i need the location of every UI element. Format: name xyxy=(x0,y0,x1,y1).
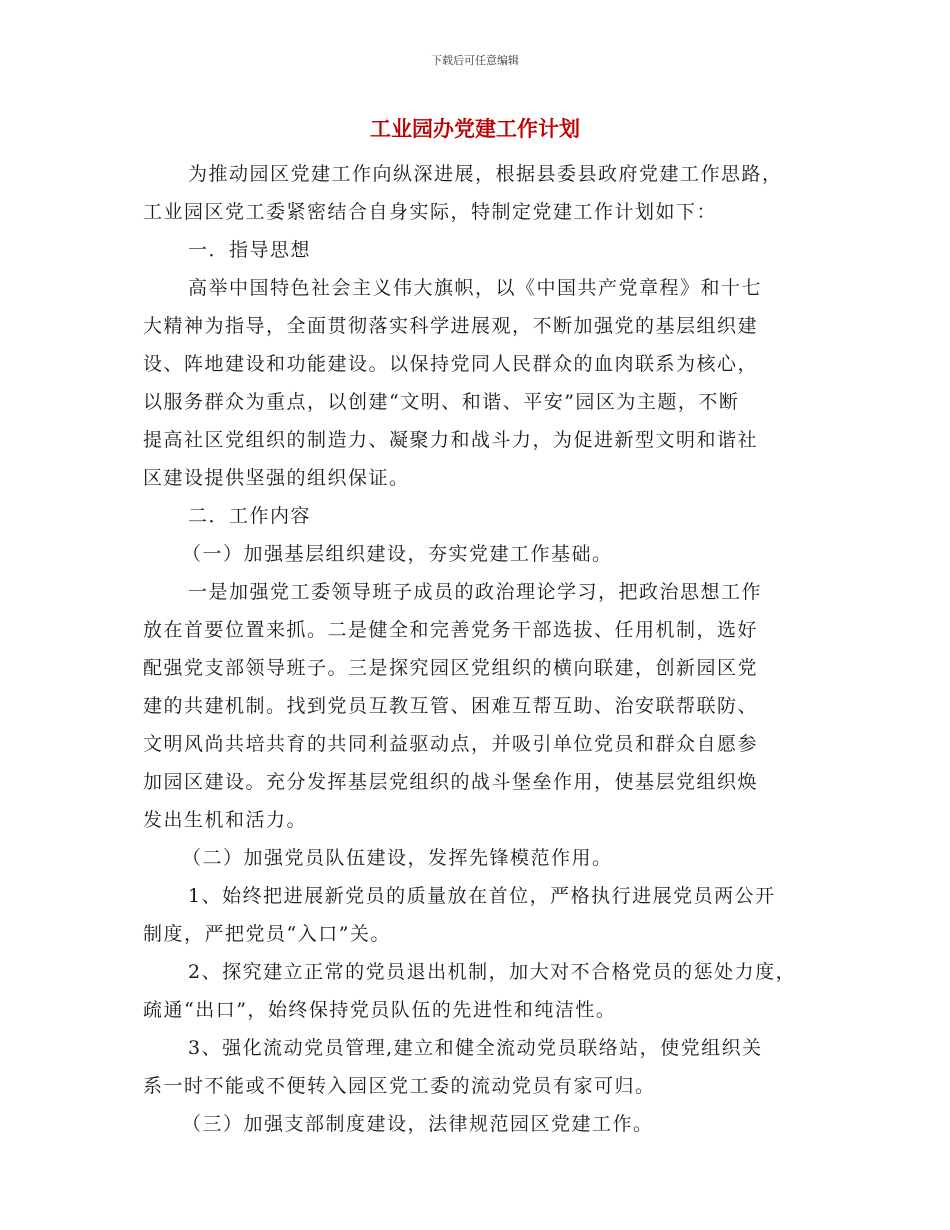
paragraph-line: 以服务群众为重点，以创建“文明、和谐、平安”园区为主题，不断 xyxy=(143,391,740,413)
paragraph-line: 区建设提供坚强的组织保证。 xyxy=(143,467,410,489)
subsection-heading: （三）加强支部制度建设，法律规范园区党建工作。 xyxy=(182,1113,654,1135)
subsection-heading: （一）加强基层组织建设，夯实党建工作基础。 xyxy=(182,543,613,565)
paragraph-line: 一是加强党工委领导班子成员的政治理论学习，把政治思想工作 xyxy=(188,581,763,603)
document-title: 工业园办党建工作计划 xyxy=(370,117,580,141)
paragraph-line: 建的共建机制。找到党员互教互管、困难互帮互助、治安联帮联防、 xyxy=(143,695,759,717)
paragraph-line: 加园区建设。充分发挥基层党组织的战斗堡垒作用，使基层党组织焕 xyxy=(143,771,759,793)
paragraph-line: 放在首要位置来抓。二是健全和完善党务干部选拔、任用机制，选好 xyxy=(143,619,759,641)
paragraph-line: 为推动园区党建工作向纵深进展，根据县委县政府党建工作思路， xyxy=(188,163,783,185)
paragraph-line: 1、始终把进展新党员的质量放在首位，严格执行进展党员两公开 xyxy=(188,885,776,907)
paragraph-line: 配强党支部领导班子。三是探究园区党组织的横向联建，创新园区党 xyxy=(143,657,759,679)
paragraph-line: 系一时不能或不便转入园区党工委的流动党员有家可归。 xyxy=(143,1075,656,1097)
paragraph-line: 高举中国特色社会主义伟大旗帜，以《中国共产党章程》和十七 xyxy=(188,277,763,299)
paragraph-line: 3、强化流动党员管理,建立和健全流动党员联络站，使党组织关 xyxy=(188,1037,763,1059)
paragraph-line: 工业园区党工委紧密结合自身实际，特制定党建工作计划如下： xyxy=(143,201,718,223)
paragraph-line: 大精神为指导，全面贯彻落实科学进展观，不断加强党的基层组织建 xyxy=(143,315,759,337)
paragraph-line: 疏通“出口”，始终保持党员队伍的先进性和纯洁性。 xyxy=(143,999,617,1021)
paragraph-line: 制度，严把党员“入口”关。 xyxy=(143,923,391,945)
paragraph-line: 设、阵地建设和功能建设。以保持党同人民群众的血肉联系为核心， xyxy=(143,353,759,375)
paragraph-line: 提高社区党组织的制造力、凝聚力和战斗力，为促进新型文明和谐社 xyxy=(143,429,759,451)
paragraph-line: 文明风尚共培共育的共同利益驱动点，并吸引单位党员和群众自愿参 xyxy=(143,733,759,755)
section-heading: 一．指导思想 xyxy=(188,239,312,261)
subsection-heading: （二）加强党员队伍建设，发挥先锋模范作用。 xyxy=(182,847,613,869)
section-heading: 二．工作内容 xyxy=(188,505,312,527)
page-header: 下载后可任意编辑 xyxy=(431,54,519,67)
paragraph-line: 2、探究建立正常的党员退出机制，加大对不合格党员的惩处力度， xyxy=(188,961,797,983)
paragraph-line: 发出生机和活力。 xyxy=(143,809,308,831)
